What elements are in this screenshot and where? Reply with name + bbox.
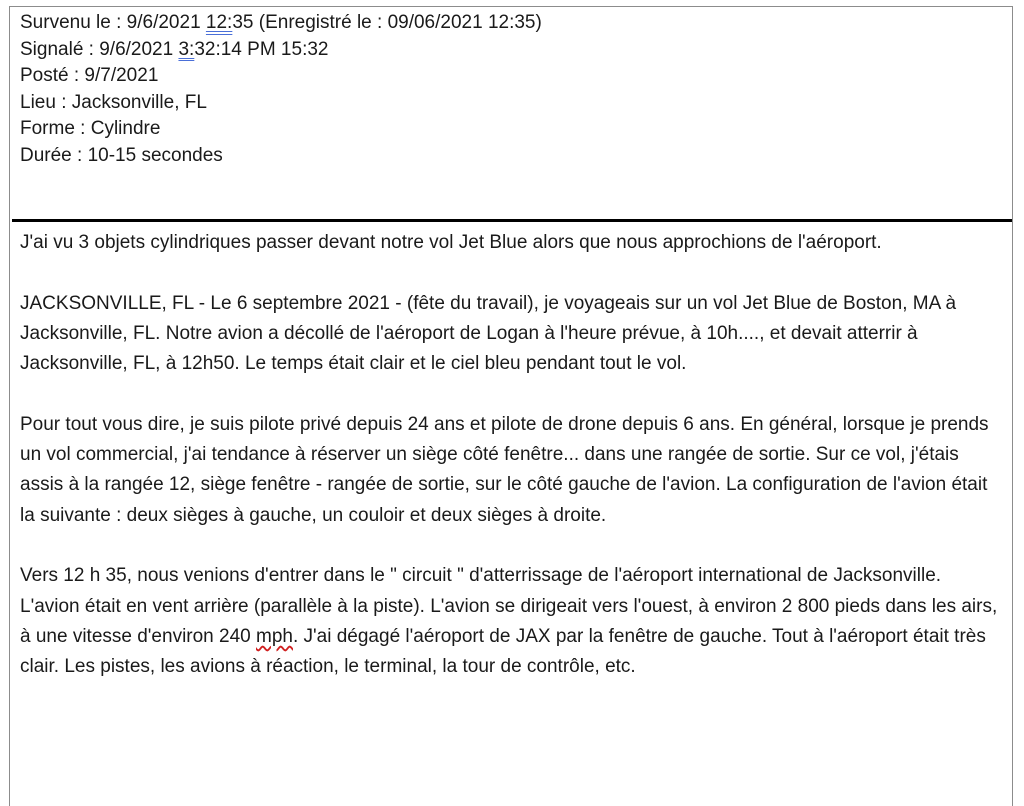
poste-line: Posté : 9/7/2021 [20, 65, 159, 86]
forme-line: Forme : Cylindre [20, 118, 161, 139]
signale-line [20, 37, 1000, 64]
duree-line: Durée : 10-15 secondes [20, 144, 223, 166]
survenu-suffix: 35 (Enregistré le : 09/06/2021 12:35) [232, 12, 542, 33]
report-body [20, 228, 1000, 713]
approach-text-b: . J'ai dégagé l'aéroport de JAX par la fenêtre de gauche. Tout à l'aéroport était très clair. Les pistes, les avions à réaction, le terminal, la tour de contrôle, etc. [20, 625, 986, 678]
context-paragraph: JACKSONVILLE, FL - Le 6 septembre 2021 - (fête du travail), je voyageais sur un vol Jet Blue de Boston, MA à Jacksonville, FL. Notre avion a décollé de l'aéroport de Logan à l'heure prévue, à 10h...., et devait atterrir à Jacksonville, FL, à 12h50. Le temps était clair et le ciel bleu pendant tout le vol. [20, 292, 957, 375]
survenu-prefix: Survenu le : 9/6/2021 [20, 12, 206, 33]
pilot-paragraph: Pour tout vous dire, je suis pilote privé depuis 24 ans et pilote de drone depuis 6 ans. En général, lorsque je prends un vol commercial, j'ai tendance à réserver un siège côté fenêtre... dans une rangée de sortie. Sur ce vol, j'étais assis à la rangée 12, siège fenêtre - rangée de sortie, sur le côté gauche de l'avion. La configuration de l'avion était la suivante : deux sièges à gauche, un couloir et deux sièges à droite. [20, 413, 989, 526]
signale-prefix: Signalé : 9/6/2021 [20, 38, 179, 60]
survenu-marked: 12: [205, 12, 233, 33]
lieu-line: Lieu : Jacksonville, FL [20, 91, 207, 113]
survenu-line [20, 10, 1000, 37]
signale-marked: 3: [178, 38, 195, 60]
signale-suffix: 32:14 PM 15:32 [194, 38, 329, 60]
approach-paragraph [20, 561, 1000, 682]
approach-text-a: Vers 12 h 35, nous venions d'entrer dans le " circuit " d'atterrissage de l'aéroport international de Jacksonville. L'avion était en vent arrière (parallèle à la piste). L'avion se dirigeait vers l'ouest, à environ 2 800 pieds dans les airs, à une vitesse d'environ 240 [20, 565, 998, 647]
approach-marked: mph [256, 625, 293, 647]
section-divider [12, 219, 1012, 222]
summary-paragraph: J'ai vu 3 objets cylindriques passer devant notre vol Jet Blue alors que nous approchions de l'aéroport. [20, 232, 882, 253]
report-header [20, 10, 1000, 169]
